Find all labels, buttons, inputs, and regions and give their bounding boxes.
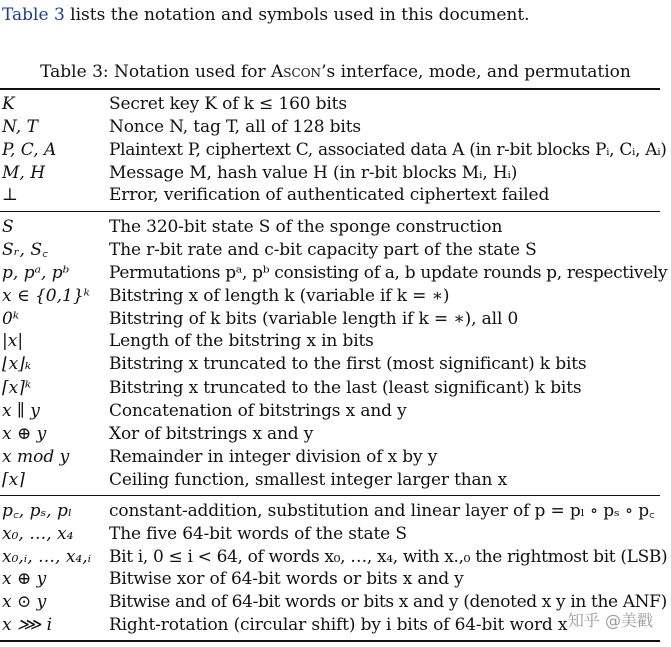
row-description: Bitstring of k bits (variable length if k = ∗), all 0 [109,309,519,329]
row-symbol: x ⊙ y [2,592,47,612]
row-description: Xor of bitstrings x and y [109,424,314,444]
row-symbol: x₀,ᵢ, …, x₄,ᵢ [2,547,92,567]
row-description: The 320-bit state S of the sponge construction [109,217,503,237]
row-description: Bitstring x truncated to the last (least significant) k bits [109,378,582,398]
row-symbol: ⌈x⌉ [2,470,25,490]
row-description: Secret key K of k ≤ 160 bits [109,94,347,114]
row-description: Right-rotation (circular shift) by i bits of 64-bit word x [109,615,568,635]
row-symbol: x ⊕ y [2,424,47,444]
table-top-rule [0,88,660,90]
table-bottom-rule [0,640,660,642]
row-description: The five 64-bit words of the state S [109,524,407,544]
row-symbol: Sᵣ, S꜀ [2,240,48,260]
group-divider [0,495,660,496]
row-symbol: ⌊x⌋ₖ [2,354,32,374]
table-reference-link[interactable]: Table 3 [2,5,65,25]
row-description: Remainder in integer division of x by y [109,447,438,467]
caption-prefix: Table 3: Notation used for [40,62,272,82]
row-description: Bitstring x of length k (variable if k = ∗) [109,286,450,306]
caption-name: Ascon [271,62,322,82]
row-symbol: P, C, A [2,140,57,160]
row-symbol: x mod y [2,447,70,467]
row-description: Error, verification of authenticated ciphertext failed [109,185,550,205]
row-symbol: p, pᵃ, pᵇ [2,263,70,283]
row-description: Bitwise xor of 64-bit words or bits x and y [109,569,464,589]
row-description: Nonce N, tag T, all of 128 bits [109,117,361,137]
row-symbol: 0ᵏ [2,309,20,329]
row-description: Concatenation of bitstrings x and y [109,401,407,421]
row-symbol: x ⊕ y [2,569,47,589]
row-symbol: x₀, …, x₄ [2,524,74,544]
row-description: The r-bit rate and c-bit capacity part of the state S [109,240,537,260]
row-description: Plaintext P, ciphertext C, associated data A (in r-bit blocks Pᵢ, Cᵢ, Aᵢ) [109,140,667,160]
row-symbol: ⌈x⌉ᵏ [2,378,32,398]
row-description: Bit i, 0 ≤ i < 64, of words x₀, …, x₄, with x.,₀ the rightmost bit (LSB) [109,547,668,567]
table-caption [0,61,671,83]
row-description: constant-addition, substitution and linear layer of p = pₗ ∘ pₛ ∘ p꜀ [109,501,655,521]
intro-sentence [2,4,530,26]
row-description: Bitwise and of 64-bit words or bits x and y (denoted x y in the ANF) [109,592,667,612]
row-symbol: M, H [2,163,46,183]
group-divider [0,211,660,212]
row-symbol: x ∥ y [2,401,40,421]
row-symbol: |x| [2,331,24,351]
row-description: Length of the bitstring x in bits [109,331,374,351]
row-description: Permutations pᵃ, pᵇ consisting of a, b update rounds p, respectively [109,263,668,283]
row-description: Ceiling function, smallest integer larger than x [109,470,508,490]
row-symbol: K [2,94,15,114]
row-symbol: p꜀, pₛ, pₗ [2,501,72,521]
row-description: Bitstring x truncated to the first (most significant) k bits [109,354,587,374]
intro-text: lists the notation and symbols used in this document. [64,5,530,25]
row-symbol: x ∈ {0,1}ᵏ [2,286,90,306]
caption-suffix: ’s interface, mode, and permutation [321,62,631,82]
row-symbol: x ⋙ i [2,615,53,635]
watermark: 知乎 @美戳 [567,611,653,630]
row-description: Message M, hash value H (in r-bit blocks Mᵢ, Hᵢ) [109,163,518,183]
row-symbol: N, T [2,117,38,137]
row-symbol: S [2,217,14,237]
row-symbol: ⊥ [2,185,18,205]
